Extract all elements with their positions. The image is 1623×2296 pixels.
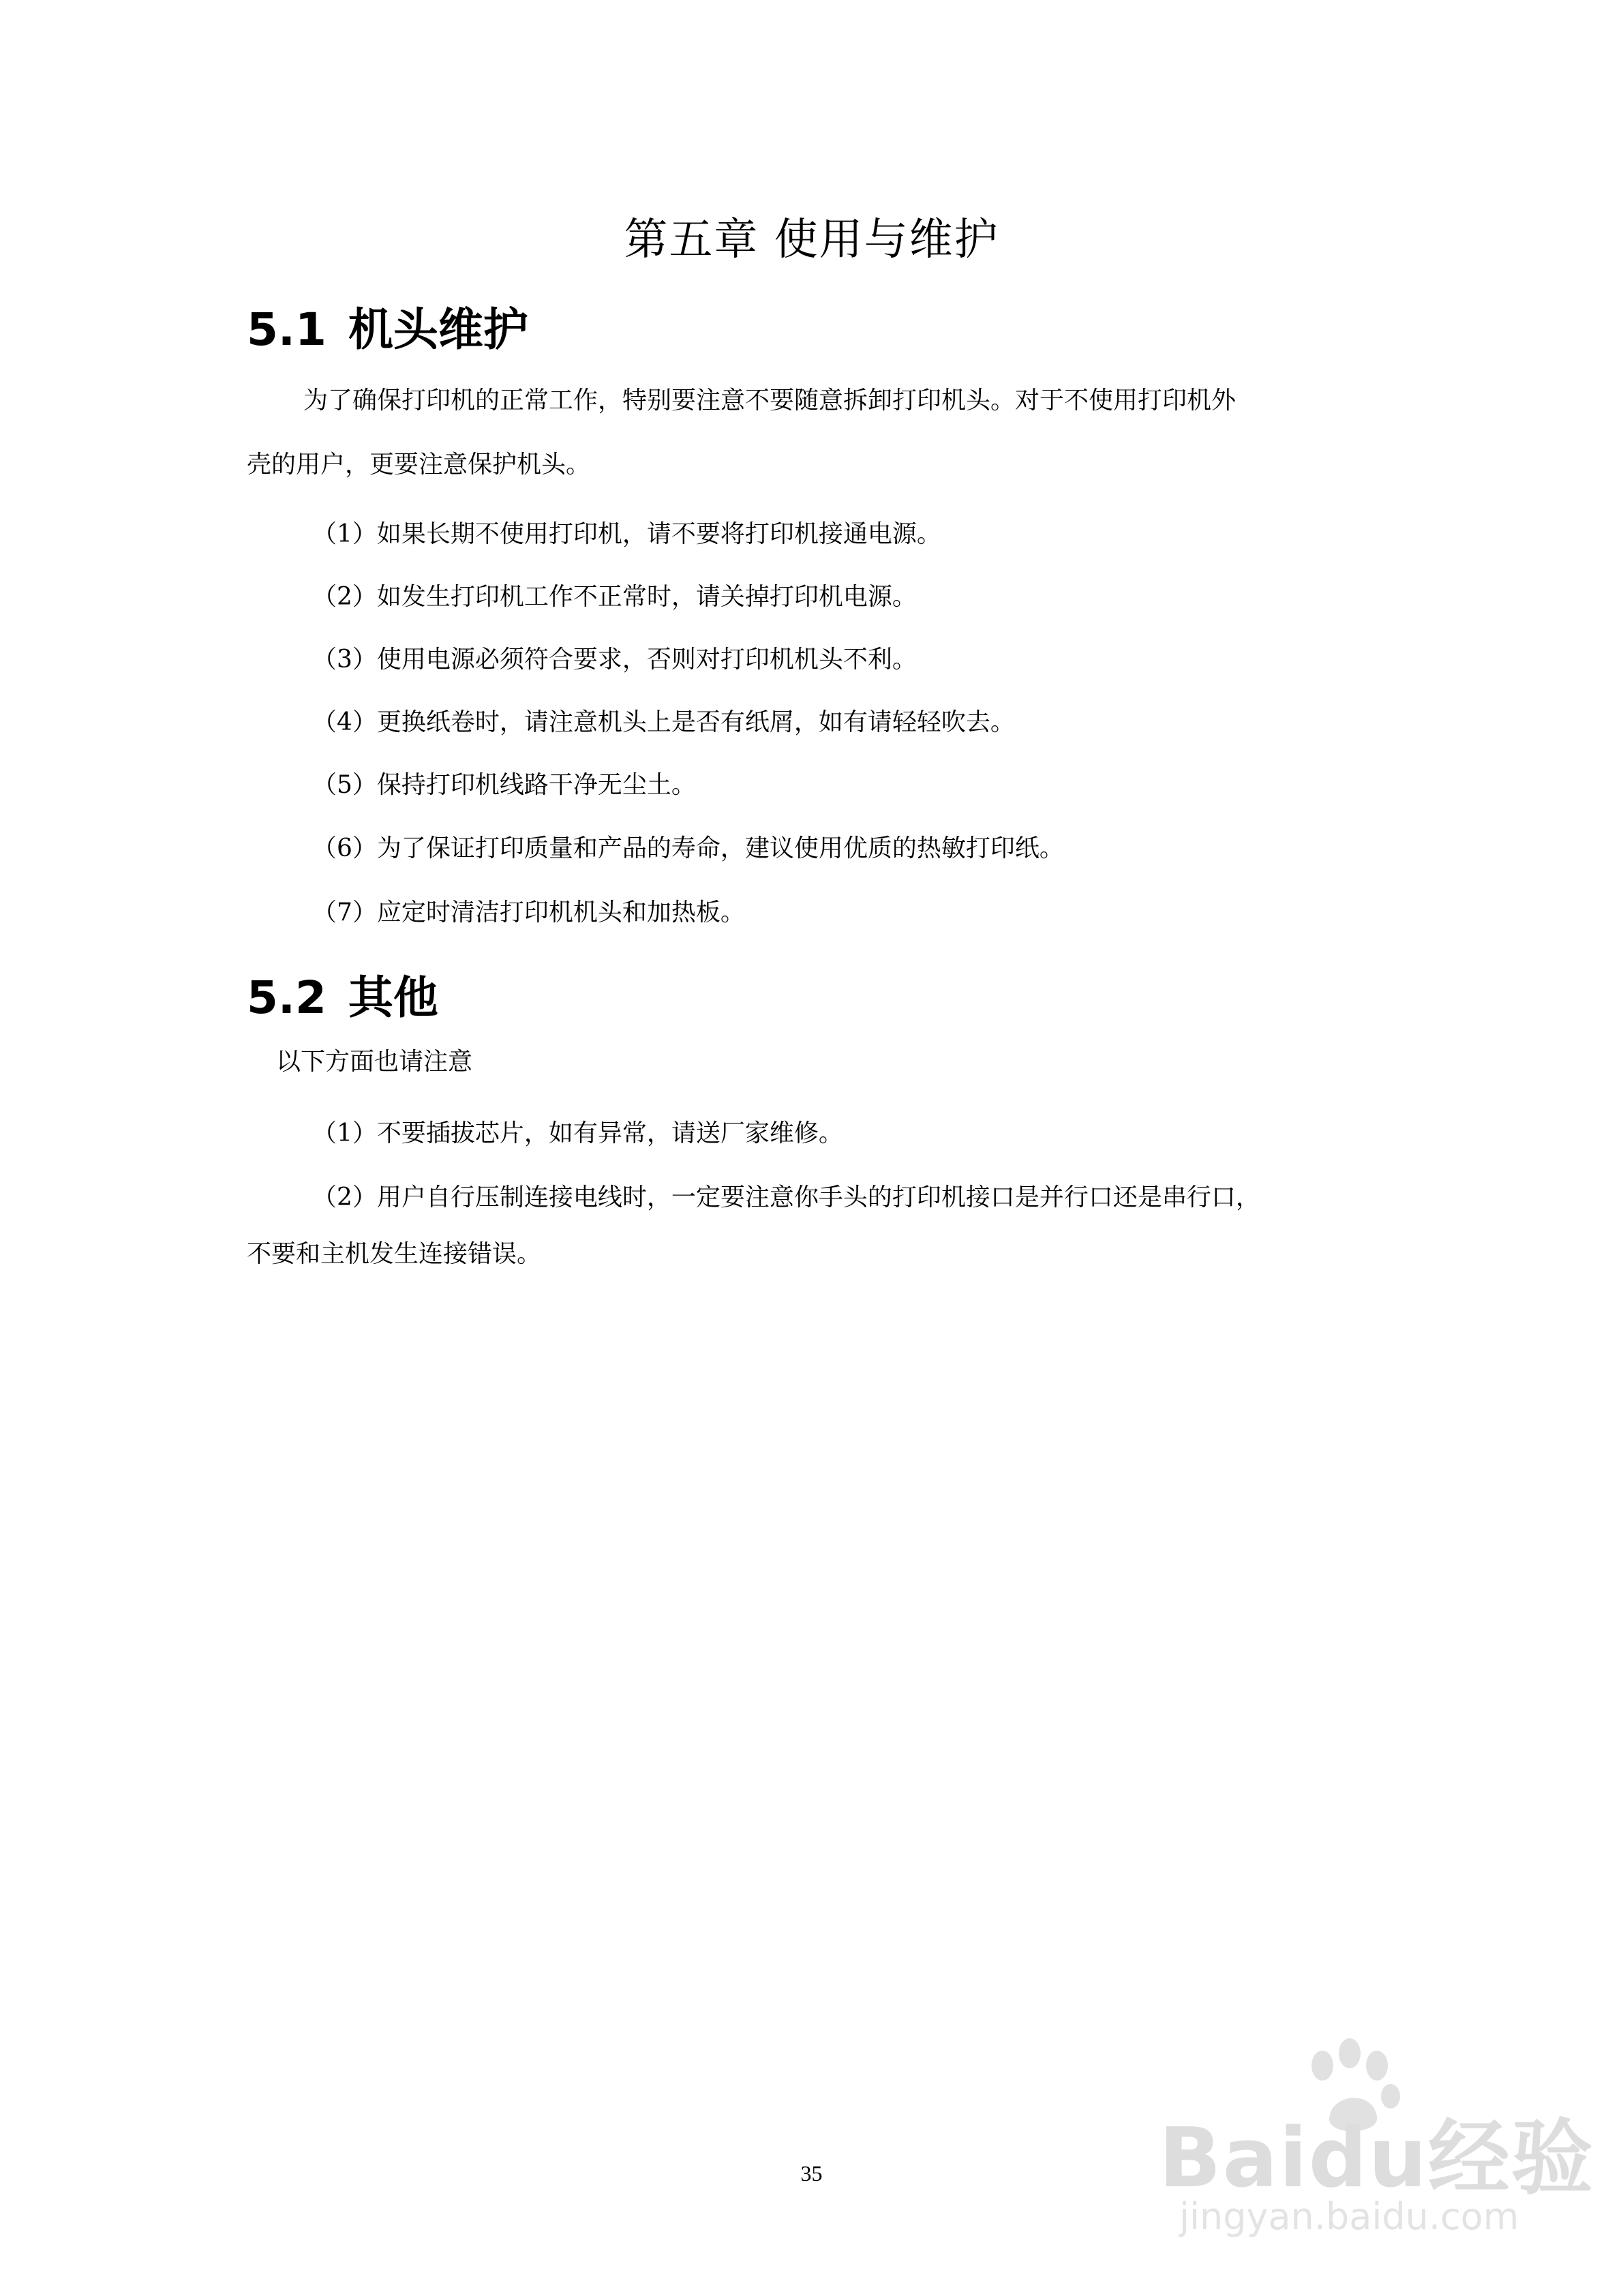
section-number: 5.1 [247, 303, 327, 356]
paragraph-intro: 以下方面也请注意 [276, 1048, 473, 1076]
list-item: （2）用户自行压制连接电线时，一定要注意你手头的打印机接口是并行口还是串行口， [312, 1183, 1260, 1211]
chapter-title: 第五章 使用与维护 [624, 215, 999, 265]
list-item: （3）使用电源必须符合要求，否则对打印机机头不利。 [312, 646, 917, 674]
section-number: 5.2 [247, 971, 327, 1024]
watermark-url: jingyan.baidu.com [1179, 2195, 1519, 2238]
list-item: （2）如发生打印机工作不正常时，请关掉打印机电源。 [312, 583, 917, 611]
section-heading-5-1 [247, 293, 528, 358]
list-item: （7）应定时清洁打印机机头和加热板。 [312, 898, 745, 926]
paragraph-intro-line-1: 为了确保打印机的正常工作，特别要注意不要随意拆卸打印机头。对于不使用打印机外 [303, 387, 1237, 414]
page-number: 35 [800, 2161, 823, 2186]
section-title: 其他 [348, 971, 438, 1024]
list-item: （1）如果长期不使用打印机，请不要将打印机接通电源。 [312, 520, 941, 548]
section-heading-5-2 [247, 961, 438, 1026]
list-item: （4）更换纸卷时，请注意机头上是否有纸屑，如有请轻轻吹去。 [312, 708, 1015, 736]
list-item: （6）为了保证打印质量和产品的寿命，建议使用优质的热敏打印纸。 [312, 834, 1064, 862]
list-item: （5）保持打印机线路干净无尘土。 [312, 771, 696, 799]
paragraph-intro-line-2: 壳的用户，更要注意保护机头。 [247, 451, 591, 479]
watermark [1159, 2038, 1594, 2256]
paragraph-continuation: 不要和主机发生连接错误。 [247, 1240, 542, 1268]
list-item: （1）不要插拔芯片，如有异常，请送厂家维修。 [312, 1119, 843, 1147]
watermark-logo: Baidu经验 [1159, 2111, 1594, 2206]
section-title: 机头维护 [348, 303, 528, 356]
